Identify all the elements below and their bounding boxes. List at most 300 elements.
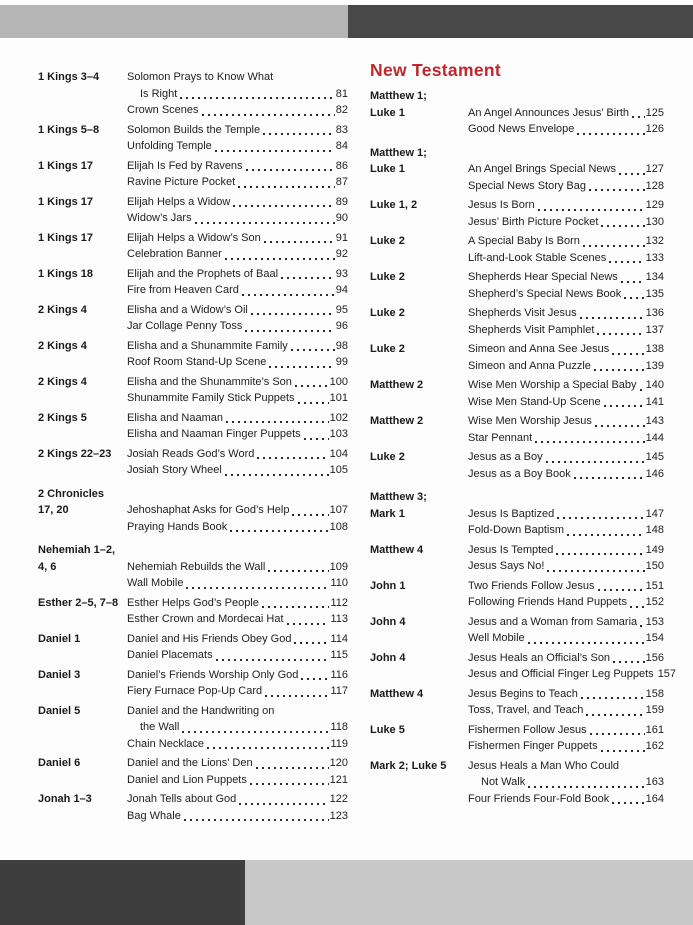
dot-leader [612, 353, 644, 355]
page-number: 121 [329, 773, 348, 786]
toc-row [370, 542, 664, 559]
page-number: 125 [645, 106, 664, 119]
activity-title: Wise Men Stand-Up Scene [468, 395, 601, 408]
page-number: 164 [645, 792, 664, 805]
bottom-right-gray-band [245, 860, 693, 925]
toc-row [370, 466, 664, 483]
activity-title: Toss, Travel, and Teach [468, 704, 584, 716]
page-number: 159 [645, 704, 664, 716]
scripture-reference: 2 Chronicles [38, 487, 105, 500]
page-number: 157 [657, 668, 677, 680]
scripture-reference: Nehemiah 1–2, [38, 544, 116, 556]
toc-row [38, 631, 348, 648]
toc-row [370, 774, 664, 791]
scripture-reference: Luke 2 [370, 235, 405, 247]
activity-title: A Special Baby Is Born [468, 235, 580, 247]
scripture-reference: Matthew 2 [370, 379, 424, 391]
dot-leader [612, 802, 644, 804]
page-number: 87 [335, 176, 348, 188]
page-number: 108 [329, 520, 348, 533]
page-number: 161 [645, 723, 664, 736]
scripture-reference: Luke 1, 2 [370, 199, 418, 211]
page-number: 83 [335, 123, 348, 136]
scripture-reference: 2 Kings 22–23 [38, 447, 112, 460]
toc-row [370, 145, 664, 162]
scripture-reference: Jonah 1–3 [38, 793, 92, 805]
activity-title: Shepherds Visit Pamphlet [468, 323, 595, 336]
scripture-reference: Matthew 1; [370, 90, 427, 102]
toc-row [370, 578, 664, 595]
page-number: 115 [330, 649, 348, 661]
toc-row [38, 736, 348, 753]
dot-leader [281, 277, 335, 279]
toc-row [370, 558, 664, 575]
scripture-reference: Luke 1 [370, 163, 405, 175]
toc-row [370, 791, 664, 808]
scripture-reference: 17, 20 [38, 504, 69, 516]
activity-title: Jesus Begins to Teach [468, 687, 578, 700]
toc-row [370, 650, 664, 667]
page-number: 127 [645, 163, 664, 175]
dot-leader [624, 297, 644, 299]
page-number: 126 [645, 123, 664, 135]
page-number: 98 [335, 339, 348, 352]
scripture-reference: 1 Kings 17 [38, 159, 94, 172]
page-number: 153 [645, 615, 664, 628]
page-number: 156 [645, 651, 664, 664]
scripture-reference: 2 Kings 4 [38, 339, 87, 352]
toc-row [370, 269, 664, 286]
scripture-reference: 1 Kings 17 [38, 231, 94, 244]
toc-row [370, 233, 664, 250]
activity-title: Well Mobile [468, 632, 525, 644]
toc-row [370, 121, 664, 138]
dot-leader [294, 642, 329, 644]
dot-leader [567, 534, 645, 536]
toc-row [38, 575, 348, 592]
toc-row [38, 282, 348, 299]
activity-title: Shepherds Visit Jesus [468, 307, 577, 319]
toc-row [38, 210, 348, 227]
page-number: 113 [330, 613, 348, 625]
dot-leader [604, 405, 645, 407]
scripture-reference: Luke 1 [370, 106, 405, 119]
scripture-reference: Luke 5 [370, 723, 405, 736]
page-number: 123 [329, 809, 348, 822]
dot-leader [230, 530, 328, 532]
toc-row [38, 390, 348, 407]
activity-title: Solomon Builds the Temple [127, 123, 261, 136]
top-left-gray-band [0, 5, 348, 38]
toc-row [370, 430, 664, 447]
new-testament-heading: New Testament [370, 60, 501, 80]
page-number: 120 [329, 757, 348, 769]
activity-title: Jesus Heals a Man Who Could [468, 759, 620, 772]
toc-row [370, 686, 664, 703]
page-number: 128 [645, 179, 664, 192]
toc-row [370, 666, 677, 683]
dot-leader [182, 731, 329, 733]
dot-leader [246, 169, 335, 171]
toc-row [370, 286, 664, 303]
page-number: 117 [330, 685, 348, 697]
activity-title: Simeon and Anna See Jesus [468, 343, 610, 355]
scripture-reference: 1 Kings 18 [38, 267, 94, 280]
scripture-reference: 4, 6 [38, 560, 57, 573]
dot-leader [256, 767, 329, 769]
page-number: 133 [645, 251, 664, 264]
toc-row [370, 358, 664, 375]
scripture-reference: John 4 [370, 651, 406, 664]
toc-row [370, 506, 664, 523]
toc-row [38, 719, 348, 736]
dot-leader [535, 441, 644, 443]
activity-title: Fold-Down Baptism [468, 524, 564, 536]
toc-row [370, 161, 664, 178]
activity-title: Ravine Picture Pocket [127, 176, 236, 188]
dot-leader [538, 209, 645, 211]
page-number: 149 [645, 543, 664, 556]
toc-row [370, 489, 664, 506]
page-number: 93 [335, 267, 348, 280]
bottom-left-dark-band [0, 860, 245, 925]
activity-title: Daniel and Lion Puppets [127, 773, 247, 786]
dot-leader [287, 623, 330, 625]
top-right-dark-band [348, 5, 693, 38]
dot-leader [581, 697, 645, 699]
activity-title: Shunammite Family Stick Puppets [127, 392, 295, 404]
dot-leader [598, 589, 645, 591]
dot-leader [630, 606, 645, 608]
toc-row [370, 178, 664, 195]
scripture-reference: John 4 [370, 615, 406, 628]
toc-row [38, 302, 348, 319]
activity-title: Special News Story Bag [468, 179, 586, 192]
toc-row [370, 594, 664, 611]
toc-row [38, 246, 348, 263]
scripture-reference: 1 Kings 5–8 [38, 123, 100, 136]
toc-row [38, 174, 348, 191]
dot-leader [184, 819, 329, 821]
toc-row [370, 630, 664, 647]
dot-leader [225, 474, 329, 476]
page-number: 144 [645, 431, 664, 444]
page-number: 152 [645, 596, 664, 608]
page-number: 81 [335, 87, 348, 100]
activity-title: Josiah Story Wheel [127, 464, 222, 476]
dot-leader [291, 349, 335, 351]
dot-leader [298, 402, 329, 404]
activity-title: Fiery Furnace Pop-Up Card [127, 685, 263, 697]
page-number: 122 [329, 793, 348, 805]
page-number: 109 [329, 560, 348, 573]
page-number: 114 [330, 632, 348, 645]
toc-column-new-testament [370, 60, 677, 807]
scripture-reference: Luke 2 [370, 271, 405, 283]
activity-title: Elisha and the Shunammite’s Son [127, 375, 292, 388]
activity-title: Daniel and the Lions’ Den [127, 757, 253, 769]
new-testament-rows [370, 88, 677, 807]
activity-title: Jesus and Official Finger Leg Puppets [468, 668, 654, 680]
activity-title: Unfolding Temple [127, 140, 212, 152]
page-number: 89 [335, 195, 348, 208]
activity-title: Elisha and Naaman [127, 411, 224, 424]
page-number: 92 [335, 248, 348, 260]
dot-leader [601, 225, 644, 227]
toc-column-old-testament [38, 69, 348, 824]
activity-title: Four Friends Four-Fold Book [468, 792, 610, 805]
page-number: 130 [645, 215, 664, 228]
activity-title: Not Walk [481, 776, 526, 788]
toc-row [370, 758, 664, 775]
toc-row [370, 197, 664, 214]
dot-leader [304, 438, 329, 440]
dot-leader [601, 750, 645, 752]
activity-title: Jesus’ Birth Picture Pocket [468, 215, 599, 228]
activity-title: Elisha and a Widow’s Oil [127, 303, 248, 316]
toc-row [38, 426, 348, 443]
activity-title: Daniel Placemats [127, 649, 213, 661]
dot-leader [238, 186, 335, 188]
activity-title: Fishermen Finger Puppets [468, 740, 598, 752]
dot-leader [292, 514, 328, 516]
toc-row [38, 486, 348, 503]
toc-row [370, 394, 664, 411]
dot-leader [557, 517, 644, 519]
toc-row [38, 667, 348, 684]
page-number: 112 [330, 596, 348, 609]
toc-row [38, 266, 348, 283]
scripture-reference: 1 Kings 17 [38, 195, 94, 208]
page-number: 158 [645, 687, 664, 700]
dot-leader [269, 366, 334, 368]
page-number: 96 [335, 320, 348, 332]
scripture-reference: John 1 [370, 579, 406, 592]
activity-title: Following Friends Hand Puppets [468, 596, 627, 608]
dot-leader [577, 133, 644, 135]
page-number: 86 [335, 159, 348, 172]
page-number: 82 [335, 104, 348, 116]
scripture-reference: Daniel 3 [38, 668, 81, 681]
toc-row [370, 322, 664, 339]
toc-row [38, 194, 348, 211]
toc-row [370, 722, 664, 739]
page-number: 135 [645, 287, 664, 300]
dot-leader [597, 333, 644, 335]
dot-leader [589, 189, 645, 191]
toc-row [38, 519, 348, 536]
dot-leader [580, 317, 645, 319]
dot-leader [202, 114, 335, 116]
dot-leader [226, 421, 329, 423]
activity-title: Jesus Heals an Official’s Son [468, 651, 611, 664]
dot-leader [186, 587, 329, 589]
dot-leader [556, 553, 644, 555]
dot-leader [586, 714, 644, 716]
toc-row [370, 88, 664, 105]
toc-row [38, 354, 348, 371]
activity-title: Chain Necklace [127, 737, 205, 750]
dot-leader [619, 173, 645, 175]
toc-row [370, 702, 664, 719]
activity-title: Two Friends Follow Jesus [468, 579, 595, 592]
toc-row [370, 377, 664, 394]
activity-title: An Angel Brings Special News [468, 163, 616, 175]
activity-title: Jesus Is Tempted [468, 543, 554, 556]
dot-leader [595, 425, 645, 427]
activity-title: Wall Mobile [127, 577, 184, 589]
toc-row [38, 647, 348, 664]
dot-leader [257, 457, 328, 459]
page-number: 94 [335, 284, 348, 296]
toc-row [370, 413, 664, 430]
activity-title: Jehoshaphat Asks for God’s Help [127, 504, 290, 516]
activity-title: Crown Scenes [127, 104, 199, 116]
dot-leader [547, 570, 644, 572]
dot-leader [250, 783, 329, 785]
page-number: 143 [645, 415, 664, 427]
activity-title: Fire from Heaven Card [127, 284, 239, 296]
activity-title: Elisha and Naaman Finger Puppets [127, 428, 301, 440]
dot-leader [583, 245, 645, 247]
dot-leader [528, 786, 644, 788]
page-number: 110 [330, 577, 348, 589]
scripture-reference: Esther 2–5, 7–8 [38, 596, 119, 609]
dot-leader [268, 570, 328, 572]
page-number: 95 [335, 303, 348, 316]
scripture-reference: 2 Kings 4 [38, 303, 87, 316]
activity-title: Nehemiah Rebuilds the Wall [127, 560, 266, 573]
scripture-reference: Matthew 1; [370, 146, 427, 159]
page-number: 139 [645, 359, 664, 372]
scripture-reference: 2 Kings 5 [38, 411, 87, 424]
toc-row [38, 542, 348, 559]
dot-leader [195, 222, 335, 224]
page-number: 129 [645, 199, 664, 211]
dot-leader [574, 477, 645, 479]
page-number: 103 [329, 428, 348, 440]
dot-leader [301, 678, 329, 680]
page-number: 107 [329, 504, 348, 516]
scripture-reference: Daniel 5 [38, 704, 81, 717]
dot-leader [594, 369, 645, 371]
scripture-reference: Daniel 1 [38, 632, 81, 645]
dot-leader [225, 258, 335, 260]
toc-row [38, 69, 348, 86]
toc-row [38, 462, 348, 479]
page-number: 162 [645, 740, 664, 752]
activity-title: Daniel and His Friends Obey God [127, 632, 292, 645]
page-number: 118 [330, 721, 348, 733]
activity-title: Star Pennant [468, 431, 533, 444]
activity-title: Jesus and a Woman from Samaria [468, 615, 638, 628]
toc-row [38, 374, 348, 391]
dot-leader [295, 385, 329, 387]
toc-row [38, 230, 348, 247]
page-number: 134 [645, 271, 664, 283]
page-number: 116 [330, 668, 348, 681]
toc-row [38, 755, 348, 772]
scripture-reference: Matthew 3; [370, 491, 427, 503]
toc-row [38, 410, 348, 427]
page-number: 84 [335, 140, 348, 152]
page-number: 140 [645, 379, 664, 391]
toc-row [38, 683, 348, 700]
scripture-reference: Matthew 4 [370, 687, 424, 700]
page-number: 99 [335, 356, 348, 368]
toc-row [38, 318, 348, 335]
page-number: 141 [645, 395, 664, 408]
toc-row [370, 105, 664, 122]
activity-title: Jar Collage Penny Toss [127, 320, 243, 332]
dot-leader [640, 625, 644, 627]
scripture-reference: Matthew 4 [370, 543, 424, 556]
dot-leader [546, 461, 645, 463]
dot-leader [242, 294, 335, 296]
activity-title: Jesus Is Born [468, 199, 535, 211]
toc-row [38, 138, 348, 155]
activity-title: Elisha and a Shunammite Family [127, 339, 288, 352]
activity-title: Daniel and the Handwriting on [127, 704, 275, 717]
toc-row [38, 772, 348, 789]
page-number: 147 [645, 507, 664, 520]
activity-title: Fishermen Follow Jesus [468, 723, 587, 736]
toc-row [370, 250, 664, 267]
activity-title: An Angel Announces Jesus’ Birth [468, 106, 630, 119]
page-number: 102 [329, 411, 348, 424]
dot-leader [251, 313, 335, 315]
activity-title: Jonah Tells about God [127, 793, 237, 805]
activity-title: Wise Men Worship Jesus [468, 415, 592, 427]
dot-leader [621, 281, 645, 283]
dot-leader [609, 261, 644, 263]
toc-row [38, 559, 348, 576]
activity-title: Elijah Helps a Widow [127, 195, 231, 208]
scripture-reference: Luke 2 [370, 343, 405, 355]
page-number: 132 [645, 235, 664, 247]
activity-title: Esther Crown and Mordecai Hat [127, 613, 284, 625]
toc-row [38, 808, 348, 825]
page-number: 119 [330, 737, 348, 750]
dot-leader [264, 241, 335, 243]
activity-title: Josiah Reads God’s Word [127, 447, 255, 460]
activity-title: Good News Envelope [468, 123, 575, 135]
activity-title: Shepherds Hear Special News [468, 271, 618, 283]
toc-row [38, 446, 348, 463]
activity-title: Lift-and-Look Stable Scenes [468, 251, 607, 264]
activity-title: Wise Men Worship a Special Baby [468, 379, 637, 391]
page-number: 91 [335, 231, 348, 244]
activity-title: Celebration Banner [127, 248, 222, 260]
scripture-reference: Matthew 2 [370, 415, 424, 427]
scripture-reference: Luke 2 [370, 307, 405, 319]
scripture-reference: Mark 2; Luke 5 [370, 759, 447, 772]
dot-leader [528, 642, 645, 644]
scripture-reference: Mark 1 [370, 507, 405, 520]
toc-row [38, 595, 348, 612]
toc-row [38, 86, 348, 103]
page-number: 101 [329, 392, 348, 404]
page-number: 146 [645, 467, 664, 480]
page-number: 136 [645, 307, 664, 319]
dot-leader [216, 659, 330, 661]
scripture-reference: 2 Kings 4 [38, 375, 87, 388]
dot-leader [215, 150, 335, 152]
toc-row [38, 102, 348, 119]
scripture-reference: Luke 2 [370, 451, 405, 463]
dot-leader [263, 133, 335, 135]
dot-leader [590, 733, 645, 735]
